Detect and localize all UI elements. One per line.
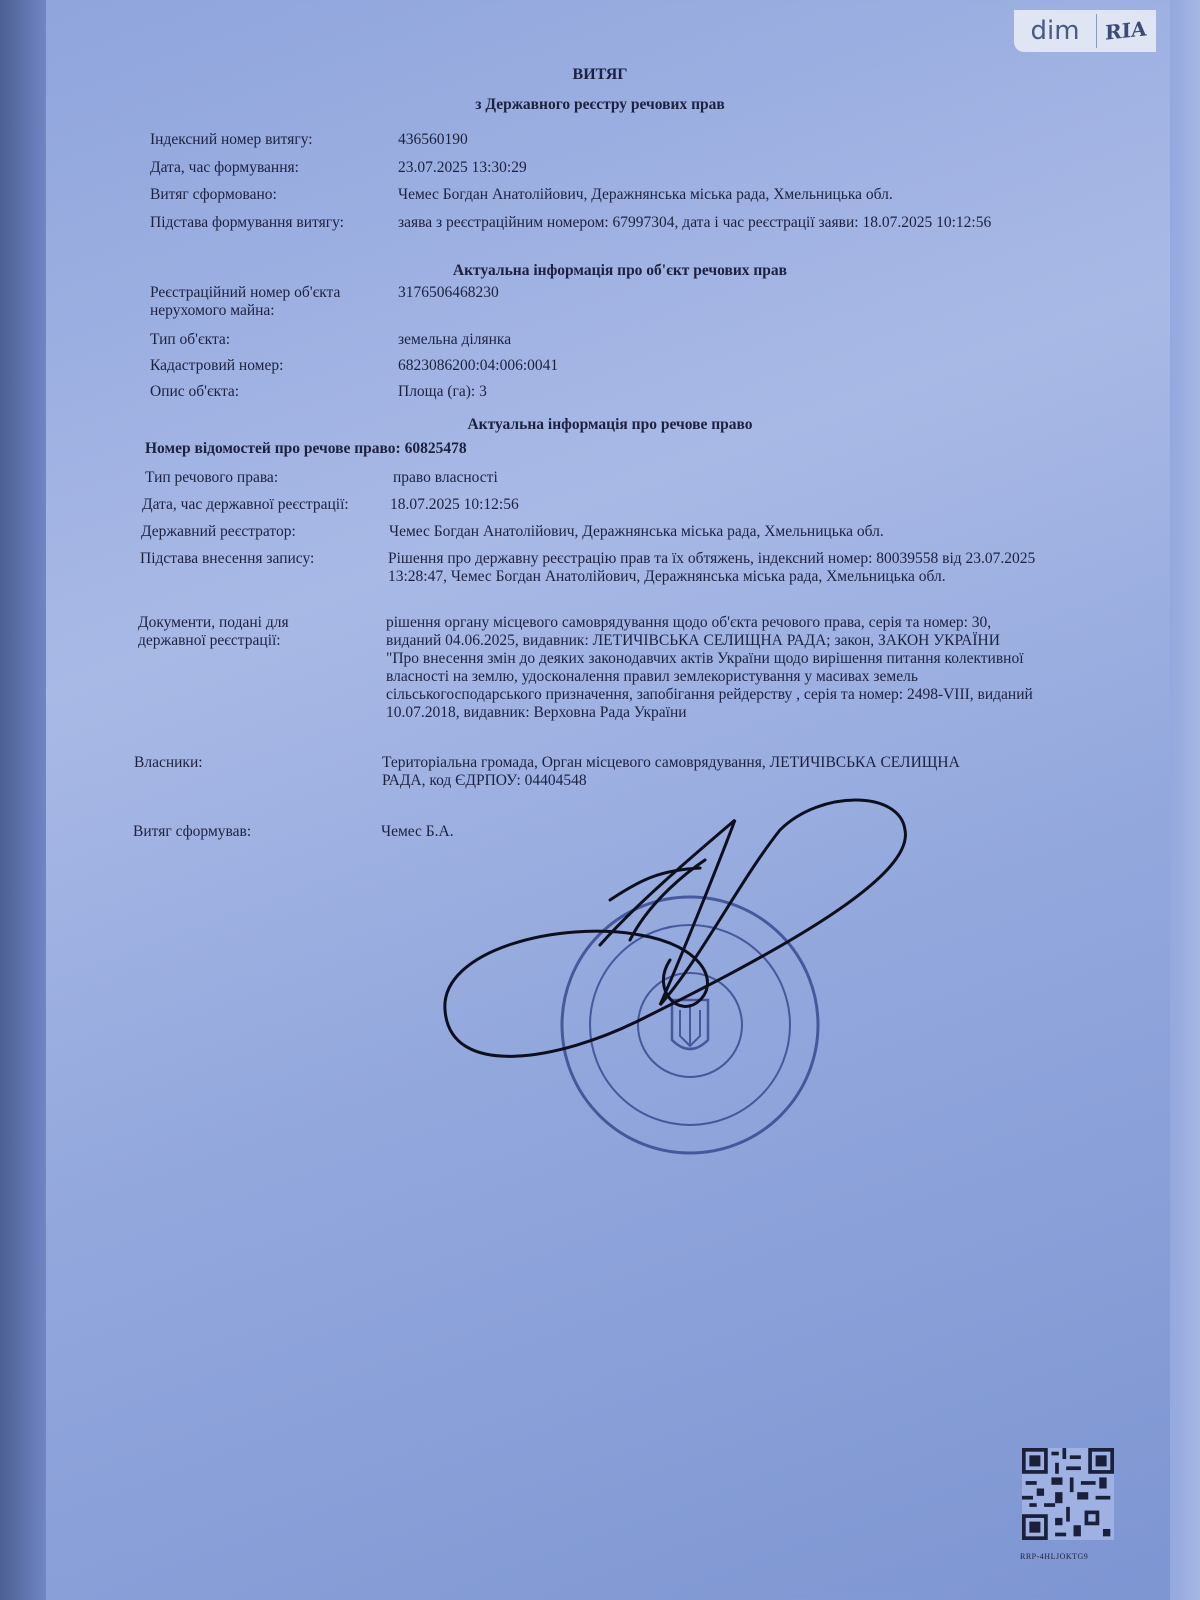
row-label: Тип речового права: [145, 469, 279, 486]
watermark-ria: RIA [1105, 16, 1147, 45]
qr-code [1022, 1448, 1114, 1540]
row-value: 3176506468230 [398, 284, 499, 301]
row-label: Власники: [134, 754, 203, 771]
row-value: заява з реєстраційним номером: 67997304, дата і час реєстрації заяви: 18.07.2025 10:12:56 [398, 214, 992, 231]
row-value: Чемес Богдан Анатолійович, Деражнянська міська рада, Хмельницька обл. [398, 186, 893, 203]
row-value: земельна ділянка [398, 331, 512, 348]
row-label: Реєстраційний номер об'єкта нерухомого майна: [150, 284, 341, 319]
right-section-title: Актуальна інформація про речове право [467, 416, 753, 433]
row-label: Дата, час державної реєстрації: [142, 496, 349, 513]
row-label: Витяг сформовано: [150, 186, 277, 203]
row-label: Дата, час формування: [150, 159, 299, 176]
row-value: рішення органу місцевого самоврядування щодо об'єкта речового права, серія та номер: 30, виданий 04.06.2025, видавник: ЛЕТИЧІВСЬКА СЕЛИЩНА РАДА; закон, ЗАКОН УКРАЇНИ "Про внесення змін до деяких законодавчих актів України щодо вирішення питання колективної власності на землю, удосконалення правил землекористування у масивах земель сільськогосподарського призначення, запобігання рейдерству , серія та номер: 2498-VIII, виданий 10.07.2018, видавник: Верховна Рада України [386, 614, 1033, 721]
row-value: 23.07.2025 13:30:29 [398, 159, 527, 176]
row-value: 18.07.2025 10:12:56 [390, 496, 519, 513]
row-label: Індексний номер витягу: [150, 131, 313, 148]
watermark-dim: dim [1014, 14, 1097, 48]
row-label: Тип об'єкта: [150, 331, 231, 348]
row-value: Рішення про державну реєстрацію прав та їх обтяжень, індексний номер: 80039558 від 23.07.2025 13:28:47, Чемес Богдан Анатолійович, Деражнянська міська рада, Хмельницька обл. [388, 550, 1036, 585]
row-value: Територіальна громада, Орган місцевого самоврядування, ЛЕТИЧІВСЬКА СЕЛИЩНА РАДА, код ЄДРПОУ: 04404548 [382, 754, 960, 789]
signed-label: Витяг сформував: [133, 823, 252, 840]
row-value: Чемес Богдан Анатолійович, Деражнянська міська рада, Хмельницька обл. [389, 523, 884, 540]
document-title: ВИТЯГ [572, 66, 628, 83]
row-label: Державний реєстратор: [141, 523, 296, 540]
record-number: Номер відомостей про речове право: 60825478 [145, 440, 467, 457]
row-label: Опис об'єкта: [150, 383, 240, 400]
row-value: право власності [393, 469, 498, 486]
signed-value: Чемес Б.А. [381, 823, 454, 840]
row-value: Площа (га): 3 [398, 383, 487, 400]
row-label: Кадастровий номер: [150, 357, 284, 374]
row-label: Документи, подані для державної реєстрації: [138, 614, 289, 649]
row-value: 436560190 [398, 131, 468, 148]
row-label: Підстава формування витягу: [150, 214, 344, 231]
qr-code-text: RRP-4HLJOKTG9 [1020, 1552, 1089, 1561]
signature [445, 800, 906, 1056]
object-section-title: Актуальна інформація про об'єкт речових прав [452, 262, 788, 279]
document-subtitle: з Державного реєстру речових прав [475, 96, 725, 113]
row-label: Підстава внесення запису: [140, 550, 315, 567]
row-value: 6823086200:04:006:0041 [398, 357, 559, 374]
